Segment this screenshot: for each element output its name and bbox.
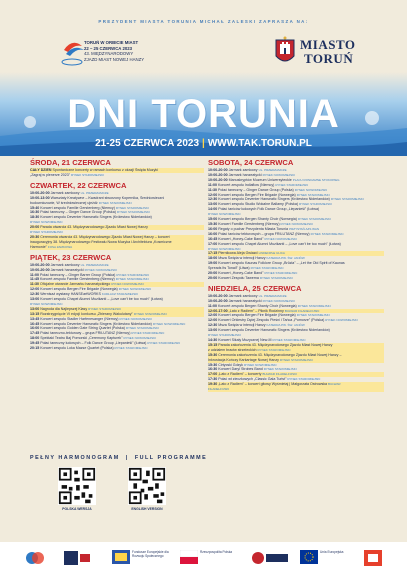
event-location: RYNEK NOWOMIEJSKI [119,316,152,321]
event-location: RYNEK STAROMIEJSKI [114,346,148,351]
event-location: RYNEK STAROMIEJSKI [299,202,332,207]
event-title: Połać wt zieczkowych „Classic Gala Turist" [218,377,287,382]
sponsor-logo [362,548,384,568]
event-title: Koncert Familie Gerstenberg (Niemcy) [218,221,280,226]
event-time: 20:00 [208,271,218,276]
event-location: RYNEK STAROMIEJSKI [71,172,104,177]
event-location: RYNEK STAROMIEJSKI [297,217,331,222]
event-location: RYNEK STAROMIEJSKI [279,357,313,362]
event-location: RYNEK NOWOMIEJSKI [30,220,63,225]
event-time: 13:45 [30,316,40,321]
festival-line: 22 – 25 CZERWCA 2023 [84,45,133,51]
event-time: 14:30 [208,338,218,342]
event-time: 11:30 [30,282,39,287]
event-time: 12:00 [208,192,218,197]
event-location: RYNEK NOWOMIEJSKI [208,246,241,251]
city-name-line1: MIASTO [300,37,356,52]
day-header: PIĄTEK, 23 CZERWCA [30,252,112,262]
event-time: 16:45 [30,321,40,326]
event-title: z udziałem bractw strzeleckich [208,347,257,352]
event-title: Warsztaty Kreatywne – Kwadrant stworzony Kopernika, Średniowieczni [50,195,165,200]
event-location: RYNEK STAROMIEJSKI [330,197,364,202]
event-time: 18:00 [208,256,218,261]
event-title: „Lato z Radiem" – Piknik Rodzinny [228,308,284,313]
event-location: RYNEK STAROMIEJSKI [133,311,167,316]
event-title: Połać taniców ludowych Folk Dance Group „Liepanieši" (Łotwa) [218,207,320,212]
event-location: RYNEK STAROMIEJSKI [147,341,181,346]
festival-line: 43. MIĘDZYNARODOWY [84,51,134,57]
event-title: Koncert „Honey-Cake Band" [218,271,264,276]
event-title: Koncert zespołu Studio Wokalne Ballamy (Polska) [218,202,299,207]
event-location: KUDŁACZ STARAMIEJSKI [101,292,139,297]
event-location: KATEDRA PW. ŚW. JANÓW [266,256,305,261]
event-time: 11:00 [30,272,39,277]
event-location: RYNEK STAROMIEJSKI [30,230,63,235]
event-title: Koncert zespołu Chapel Alumni Muzikanti – „Love can't be too much" (Łotwa) [218,241,341,246]
qr-code-polish[interactable] [58,467,96,505]
event-location: BULWAR [328,382,341,387]
event-location: RYNEK STAROMIEJSKI [115,277,149,282]
event-title: Koncert zespołu Bergen Fire Brigade (Norwegia) [40,287,118,292]
event-time: 15:00 [208,217,218,222]
event-title: budowniczowie, W średniowiecznej ujeżdż [30,200,98,205]
event-title: Połać taneczny – Ginger Barrer Group (Polska) [40,272,116,277]
event-time: 16:00 [30,326,40,331]
event-time: 10:00-20:00 [30,190,50,195]
event-location: RYNEK STAROMIEJSKI [263,367,297,372]
event-location: RYNEK STAROMIEJSKI [310,231,344,236]
event-time: 15:30 [208,362,218,367]
event-location: RYNEK NOWOMIEJSKI [152,321,186,326]
sponsor-logo [250,548,290,568]
event-location: UL. PRZEDZAMCZE [258,293,287,298]
event-time: 17:45 [30,331,40,336]
event-location: RYNEK STAROMIEJSKI [98,200,132,205]
event-location: RYNEK STAROMIEJSKI [259,275,293,280]
full-schedule-label: PEŁNY HARMONOGRAM [30,455,120,461]
event-location: RYNEK STAROMIEJSKI [264,271,298,276]
event-time: 15:40 [30,205,40,210]
event-time: 13:00 [208,202,218,207]
event-title: Połać taneczny ludowych – Folk Dance Group „Liepanieši" (Łotwa) [40,341,147,346]
event-time: 11:00 [208,182,217,187]
event-title: Koncert Zespołu Tawerna [218,275,259,280]
event-time: 10:00-20:00 [208,298,228,303]
day-spacer [208,392,384,395]
event-title: Koncert zespołu Bergen Fire Brigade (Norwegia) [218,313,296,318]
event-time: 20:00 [30,225,40,230]
event-location: RYNEK NOWOMIEJSKI [123,336,156,341]
event-time: 10:00-20:00 [208,168,228,172]
event-title: Cirtycski Gdzyk [218,362,243,367]
event-title: Koncert zespołu Stadler Harfenesanger (Niemcy) [40,316,119,321]
event-time: 16:30 [30,210,40,215]
event-time: 20:30 [30,234,40,239]
event-title: „Zagraj w plenerze 2023" [30,172,71,177]
event-title: Jarmark hanzeatycki [228,298,262,303]
event-title: Msza Święta w intencji Hanzy [218,256,266,261]
event-url[interactable]: WWW.TAK.TORUN.PL [207,138,312,149]
eu-funds-icon [112,550,130,564]
event-location: RYNEK STAROMIEJSKI [275,182,309,187]
event-title: Połać taneczny – Ginger Dance Group (Polska) [40,210,116,215]
event-title: Harmonie" [30,244,47,249]
event-title: „Lato z Radiem" – koncerty [218,372,262,377]
full-programme-label: FULL PROGRAMME [134,455,208,461]
event-dates: 21-25 CZERWCA 2023 [95,138,200,149]
day-header: CZWARTEK, 22 CZERWCA [30,180,127,190]
event-location: RYNEK NOWOMIEJSKI [243,362,277,367]
event-title: Jarmark zamkowy [50,262,80,267]
event-time: 13:00 [30,306,40,311]
event-title: Koncert zespołu Loka Mazse Quartet (Polska) [40,346,114,351]
event-title: Koncert zespołu Bergen Shanty Choir (Norwegia) [218,217,297,222]
event-location: RYNEK NOWOMIEJSKI [208,212,241,217]
event-time: 12:30 [208,323,218,328]
event-time: CAŁY DZIEŃ [30,168,52,172]
festival-line: ZJAZD MIAST NOWEJ HANZY [84,56,145,62]
sponsor-logo [24,548,54,568]
qr-heading: PEŁNY HARMONOGRAM | FULL PROGRAMME [30,455,208,461]
event-title: Koncert zespołu Indiaflow (Niemcy) [218,182,275,187]
event-time: 14:00 [208,207,218,212]
event-location: RYNEK STAROMIEJSKI [296,313,330,318]
event-location: BULWAR FILADELFIJSKI [284,308,320,313]
event-title: Ceremonia otwarcia 43. Międzynarodowego Zjazdu Miast Nowej Hanzy – koncert [40,234,170,239]
festival-info [84,40,194,62]
main-title: DNI TORUNIA [67,92,340,136]
event-title: Połać taniców tekturowych – grupa FRILUTANZ (Niemcy) [218,231,310,236]
event-title: Msza Święta w intencji Hanzy [218,323,266,328]
event-location: RYNEK STAROMIEJSKI [257,347,291,352]
event-title: Koncert zespołu Familie Gerstenberg (Niemcy) [40,205,115,210]
event-time: 16:00 [208,226,218,231]
event-location: RYNEK STAROMIEJSKI [116,210,150,215]
event-time: 17:30 [208,377,218,382]
sponsor-text: Fundusze Europejskie dla Rozwoju Społecznego [132,550,169,558]
event-location: RYNEK STAROMIEJSKI [250,266,284,271]
event-location: RYNEK NOWOMIEJSKI [280,221,313,226]
event-time: 19:30 [208,382,218,387]
event-location: RYNEK NOWOMIEJSKI [262,172,296,177]
qr-section [30,455,220,535]
event-time: 11:00 [208,303,217,308]
event-title: Koncert Orkiestry Dętej Zespołu Pieśni i Tańca „Pomorze" (Polska) [218,318,325,323]
sponsor-text: Unia Europejska [320,550,344,554]
event-time: 12:00 [208,313,218,318]
schedule [0,158,407,458]
event-location: KATEDRA PW. ŚW. JANÓW [266,323,305,328]
invitation-text: PREZYDENT MIASTA TORUNIA MICHAŁ ZALESKI ZAPRASZA NA: [98,19,309,24]
event-location: RYNEK STAROMIEJSKI [88,306,122,311]
event-title: Spektakl Teatru Baj Pomorski „Ceremony Kapturek" [40,336,123,341]
qr-label-english: ENGLISH VERSION [131,507,163,511]
event-time: 13:15 [30,311,40,316]
sponsor-strip [0,542,407,576]
hero-subtitle: 21-25 CZERWCA 2023 | WWW.TAK.TORUN.PL [95,138,312,149]
event-location: PLACU RONDAMNE STOKOPIEG [292,177,340,182]
event-time: 15:15 [208,342,218,347]
event-time: 12:30 [208,197,218,202]
poland-flag-icon [180,550,198,564]
event-time: 18:30 [30,215,40,220]
event-title: Regaty o puchar Prezydenta Miasta Torunia [218,226,289,231]
event-title: Koncert zespołu Bergen Shanty Choir (Norwegia) [218,303,297,308]
event-location: RYNEK STAROMIEJSKI [208,333,241,338]
event-time: 16:45 [208,236,218,241]
event-location: RYNEK NOWOMIEJSKI [118,287,152,292]
event-title: Połać taneczny – Ginger Dance Group (Polska) [218,187,294,192]
event-title: Jarmark zamkowy [228,168,258,172]
event-title: „Lato z Radiem" – koncert gitowy Wyśmietaj | Małgorzata Ostrowska [218,382,328,387]
event-title: Koncert zespołu Kaunas Folklore Group „Brūzla" – „Let the Old Spirit of Kaunas [218,261,345,266]
event-location: RYNEK NOWOMIEJSKI [294,187,328,192]
event-time: 15:30 [208,352,218,357]
event-location: FOSA ZAMKOWA [47,244,73,249]
event-time: 12:00 [30,287,40,292]
festival-line: TORUŃ W ORBICIE MIAST [84,40,139,45]
event-time: 12:30 [30,292,40,297]
event-time: 10:00-20:00 [30,262,50,267]
event-time: 16:30 [208,367,218,372]
event-title: Koncert zespołu Deventer Hanseatic Singers (Królestwo Niderlandów) [218,197,330,202]
event-title: Ceremonia zakończenia 43. Międzynarodowego Zjazdu Miast Nowej Hanzy – [218,352,342,357]
event-location: LINDENPLE ULICA [258,251,285,256]
event-time: 16:00 [208,231,218,236]
event-title: Koncert zespołu Deventer Hanseatic Singers (Królestwo Niderlandów) [40,321,152,326]
event-title: Koncert „Honey-Cake Band" [218,236,264,241]
event-location: RYNEK NOWOMIEJSKI [84,267,118,272]
event-title: Inkrustacja Kończy Karkartage Nowej Hanzy [208,357,279,362]
event-title: Manuskryptów Muzeum Uniwersyteckie [228,177,292,182]
day-spacer [30,351,204,354]
event-time: 20:15 [30,346,40,351]
event-time: 12:00-17:00 [208,308,228,313]
schedule-right-column [208,158,384,395]
event-title: Nagroda dla Najlepszej Klasy [40,306,88,311]
event-time: 10:00-20:00 [208,293,228,298]
event-location: RYNEK STAROMIEJSKI [287,377,321,382]
hero-banner [0,72,407,156]
event-location: RYNEK STAROMIEJSKI [125,326,159,331]
event-time: 13:00 [208,328,218,333]
event-title: Spontaniczne koncerty w ramach konkursu z okazji Święta Muzyki [52,168,158,172]
event-title: Jarmark zamkowy [228,293,258,298]
event-title: Koncert zespołu Deventer Hanseatic Singers (Królestwo Niderlandów) [40,215,152,220]
event-title: Rozstrzygnięcie VI edycji konkursu „Zbierany Wakulutany" [40,311,133,316]
event-title: inauguracyjny 38. Międzynarodowego Festiwalu Nowa Muzyka i Architektura „Kosmiczne [30,239,172,244]
event-time: 10:00-20:00 [30,267,50,272]
event-title: Parada otwarcia 43. Międzynarodowego Zjazdu Miast Nowej Hanzy [40,225,148,230]
sponsor-logo [62,548,92,568]
qr-label-polish: POLSKA WERSJA [62,507,92,511]
event-time: 15:30 [208,221,218,226]
event-location: UL. PRZEDZAMCZE [258,168,287,172]
event-location: RYNEK NOWOMIEJSKI [264,236,297,241]
event-location: RYNEK NOWOMIEJSKI [262,298,296,303]
event-location: UL. PRZEDZAMCZE [80,190,109,195]
event-time: 17:00 [208,241,218,246]
event-time: 11:30 [208,187,217,192]
city-crest-icon [274,36,296,68]
day-header: NIEDZIELA, 25 CZERWCA [208,283,302,293]
city-logo [274,36,364,72]
event-location: RYNEK STAROMIEJSKI [296,192,330,197]
event-location: RYNEK NOWOMIEJSKI [111,282,144,287]
day-header: SOBOTA, 24 CZERWCA [208,158,294,167]
event-title: Koncert zespołu Bergen Fire Brigade (Norwegia) [218,192,296,197]
event-time: 10:00-20:00 [208,177,228,182]
event-title: Koncert zespołu Familie Gerstenberg (Niemcy) [40,277,115,282]
event-location: BULWAR FILADELFIJSKI [262,372,297,377]
top-banner [0,0,407,22]
event-time: 19:00 [208,261,218,266]
event-title: Jarmark hanzeatycki [228,172,262,177]
event-title: Koncert zespołu Deventer Hanseatic Singers (Królestwo Niderlandów) [218,328,330,333]
event-title: Spreads Its Tonail" (Litwa) [208,266,250,271]
event-location: RYNEK STAROMIEJSKI [272,338,306,342]
event-time: 17:15 [208,251,218,256]
day-header: ŚRODA, 21 CZERWCA [30,158,111,167]
event-time: 10:00-20:00 [208,172,228,177]
event-location: RYNEK STAROMIEJSKI [131,331,165,336]
event-title: Koncert Daryl Strobes Band [218,367,263,372]
event-title: Wernisaż wystawy HANSEartWORKS [40,292,101,297]
event-time: 20:00 [208,275,218,280]
schedule-left-column [30,158,204,354]
event-location: RYNEK NOWOMIEJSKI [325,318,358,323]
event-title: Jarmark hanzeatycki [50,267,84,272]
event-title: Koncert Sikaly Muzycznej New-M [218,338,272,342]
event-title: Koncert zespołu Golden Gate String Quartet (Polska) [40,326,125,331]
event-location: RYNEK STAROMIEJSKI [115,205,149,210]
event-location: UL. PRZEDZAMCZE [80,262,109,267]
event-time: 17:00 [208,372,218,377]
event-time: 12:00 [208,318,218,323]
event-time: 11:45 [30,277,39,282]
event-location: PRZYSTAŃ AZS WAN [289,226,320,231]
sponsor-text: Rzeczpospolita Polska [200,550,233,554]
qr-code-english[interactable] [128,467,166,505]
event-location: RYNEK STAROMIEJSKI [297,303,331,308]
event-location: RYNEK NOWOMIEJSKI [30,301,63,306]
event-time: 10:00-13:00 [30,195,50,200]
eu-flag-icon [300,550,318,564]
event-time: 18:00 [30,336,40,341]
event-title: Jarmark zamkowy [50,190,80,195]
event-title: Koncert zespołu Chapel Alumni Muzikanti – „Love can't be too much" (Łotwa) [40,297,163,302]
event-title: Parada zakończenia 43. Międzynarodowego Zjazdu Miast Nowej Hanzy [218,342,333,347]
event-title: Połać taneczno-tekturowy – grupa FRILUTANZ (Niemcy) [40,331,131,336]
event-title: Oficjalne otwarcie Jarmarku hanzeatyckiego [40,282,111,287]
event-location: RYNEK STAROMIEJSKI [116,272,150,277]
event-time: 19:45 [30,341,40,346]
event-title: Piernikowa Aleja Gwiazd [218,251,258,256]
event-time: 13:00 [30,297,40,302]
event-location: FILADELFIJSKI [208,387,230,392]
city-name-line2: TORUŃ [304,51,354,66]
